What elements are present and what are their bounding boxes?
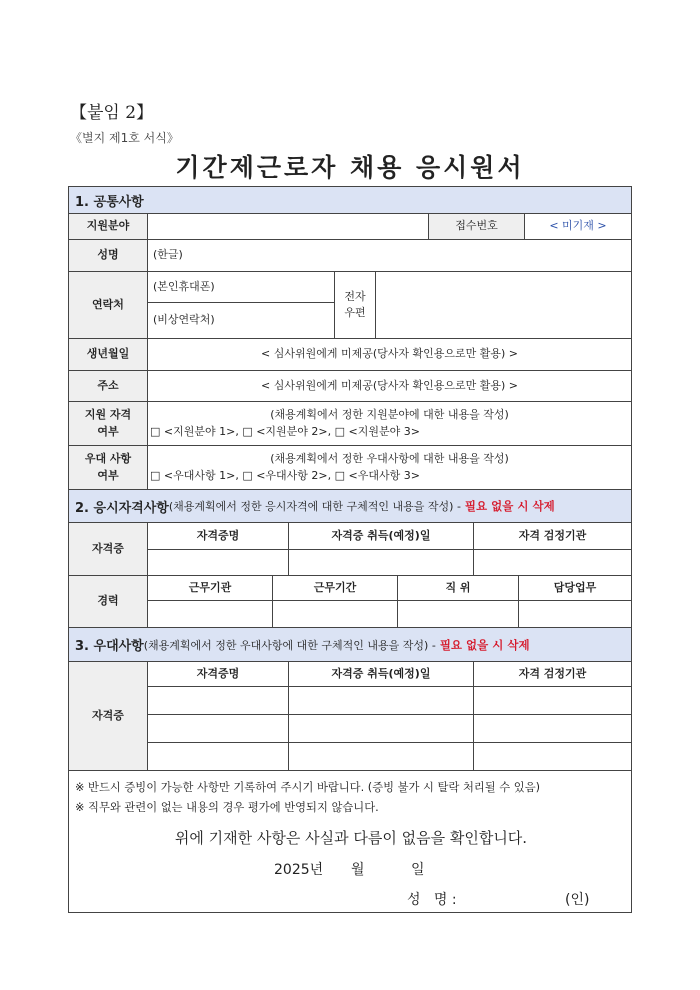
- email-input[interactable]: [375, 271, 632, 339]
- email-label-line2: 우편: [344, 306, 366, 319]
- preference-label: [68, 445, 148, 490]
- name-input[interactable]: (한글): [147, 239, 632, 272]
- section3-title: 3. 우대사항: [75, 639, 144, 654]
- s3-cert-name-input[interactable]: [147, 742, 289, 771]
- s2-cert-agency-input[interactable]: [473, 549, 632, 576]
- receipt-label: 접수번호: [428, 213, 525, 240]
- s3-cert-agency-input[interactable]: [473, 742, 632, 771]
- signature-label: 성 명 :: [407, 892, 457, 908]
- qualification-note: (채용계획에서 정한 지원분야에 대한 내용을 작성): [270, 408, 509, 421]
- address-input[interactable]: < 심사위원에게 미제공(당사자 확인용으로만 활용) >: [147, 370, 632, 402]
- date-month[interactable]: 월: [351, 862, 365, 878]
- section3-delete-note: 필요 없을 시 삭제: [439, 637, 530, 652]
- s3-cert-date-input[interactable]: [288, 686, 474, 715]
- career-header-org: 근무기관: [147, 575, 273, 601]
- s3-cert-header-agency: 자격 검정기관: [473, 661, 632, 687]
- s3-cert-name-input[interactable]: [147, 686, 289, 715]
- s3-cert-header-date: 자격증 취득(예정)일: [288, 661, 474, 687]
- s3-cert-label: 자격증: [68, 661, 148, 771]
- s3-cert-header-name: 자격증명: [147, 661, 289, 687]
- email-label-line1: 전자: [344, 289, 366, 303]
- preference-cell: [147, 445, 632, 490]
- preference-note: (채용계획에서 정한 우대사항에 대한 내용을 작성): [270, 452, 509, 465]
- page-title: 기간제근로자 채용 응시원서: [175, 153, 525, 182]
- section2-note: (채용계획에서 정한 응시자격에 대한 구체적인 내용을 작성) -: [168, 500, 461, 513]
- qualification-label: [68, 401, 148, 446]
- preference-checkboxes[interactable]: □ <우대사항 1>, □ <우대사항 2>, □ <우대사항 3>: [150, 468, 420, 482]
- footer-note-1: ※ 반드시 증빙이 가능한 사항만 기록하여 주시기 바랍니다. (증빙 불가 시 탈락 처리될 수 있음): [75, 781, 541, 794]
- receipt-value: < 미기재 >: [524, 213, 632, 240]
- name-label: 성명: [68, 239, 148, 272]
- email-label: [334, 271, 376, 339]
- s3-cert-agency-input[interactable]: [473, 686, 632, 715]
- footer-box: [68, 770, 632, 913]
- s3-cert-date-input[interactable]: [288, 742, 474, 771]
- emergency-input[interactable]: (비상연락처): [147, 302, 335, 339]
- s3-cert-name-input[interactable]: [147, 714, 289, 743]
- career-header-duty: 담당업무: [518, 575, 632, 601]
- section2-delete-note: 필요 없을 시 삭제: [464, 499, 555, 513]
- address-label: 주소: [68, 370, 148, 402]
- career-label: 경력: [68, 575, 148, 628]
- seal-mark[interactable]: (인): [565, 892, 590, 908]
- preference-label-line2: 여부: [97, 468, 119, 482]
- career-period-input[interactable]: [272, 600, 398, 628]
- date-year: 2025년: [274, 862, 324, 878]
- career-header-period: 근무기간: [272, 575, 398, 601]
- confirmation-statement: 위에 기재한 사항은 사실과 다름이 없음을 확인합니다.: [174, 829, 528, 847]
- attachment-label: 【붙임 2】: [70, 103, 154, 123]
- qualification-label-line2: 여부: [97, 424, 119, 438]
- section1-heading: [68, 186, 632, 214]
- career-position-input[interactable]: [397, 600, 519, 628]
- section2-title: 2. 응시자격사항: [75, 500, 169, 516]
- s2-cert-header-name: 자격증명: [147, 522, 289, 550]
- s2-cert-name-input[interactable]: [147, 549, 289, 576]
- career-org-input[interactable]: [147, 600, 273, 628]
- s2-cert-header-date: 자격증 취득(예정)일: [288, 522, 474, 550]
- s3-cert-agency-input[interactable]: [473, 714, 632, 743]
- date-day[interactable]: 일: [411, 862, 425, 878]
- footer-note-2: ※ 직무와 관련이 없는 내용의 경우 평가에 반영되지 않습니다.: [75, 801, 379, 814]
- contact-label: 연락처: [68, 271, 148, 339]
- s2-cert-date-input[interactable]: [288, 549, 474, 576]
- form-label: 《별지 제1호 서식》: [70, 131, 179, 145]
- field-label: 지원분야: [68, 213, 148, 240]
- qualification-checkboxes[interactable]: □ <지원분야 1>, □ <지원분야 2>, □ <지원분야 3>: [150, 424, 420, 438]
- s2-cert-label: 자격증: [68, 522, 148, 576]
- section3-heading: [68, 627, 632, 662]
- birth-label: 생년월일: [68, 338, 148, 371]
- section1-title: 1. 공통사항: [75, 194, 144, 210]
- mobile-input[interactable]: (본인휴대폰): [147, 271, 335, 303]
- section3-note: (채용계획에서 정한 우대사항에 대한 구체적인 내용을 작성) -: [143, 638, 436, 652]
- qualification-label-line1: 지원 자격: [84, 408, 132, 421]
- field-input[interactable]: [147, 213, 429, 240]
- section2-heading: [68, 489, 632, 523]
- career-header-position: 직 위: [397, 575, 519, 601]
- preference-label-line1: 우대 사항: [84, 452, 132, 465]
- birth-input[interactable]: < 심사위원에게 미제공(당사자 확인용으로만 활용) >: [147, 338, 632, 371]
- s3-cert-date-input[interactable]: [288, 714, 474, 743]
- qualification-cell: [147, 401, 632, 446]
- s2-cert-header-agency: 자격 검정기관: [473, 522, 632, 550]
- career-duty-input[interactable]: [518, 600, 632, 628]
